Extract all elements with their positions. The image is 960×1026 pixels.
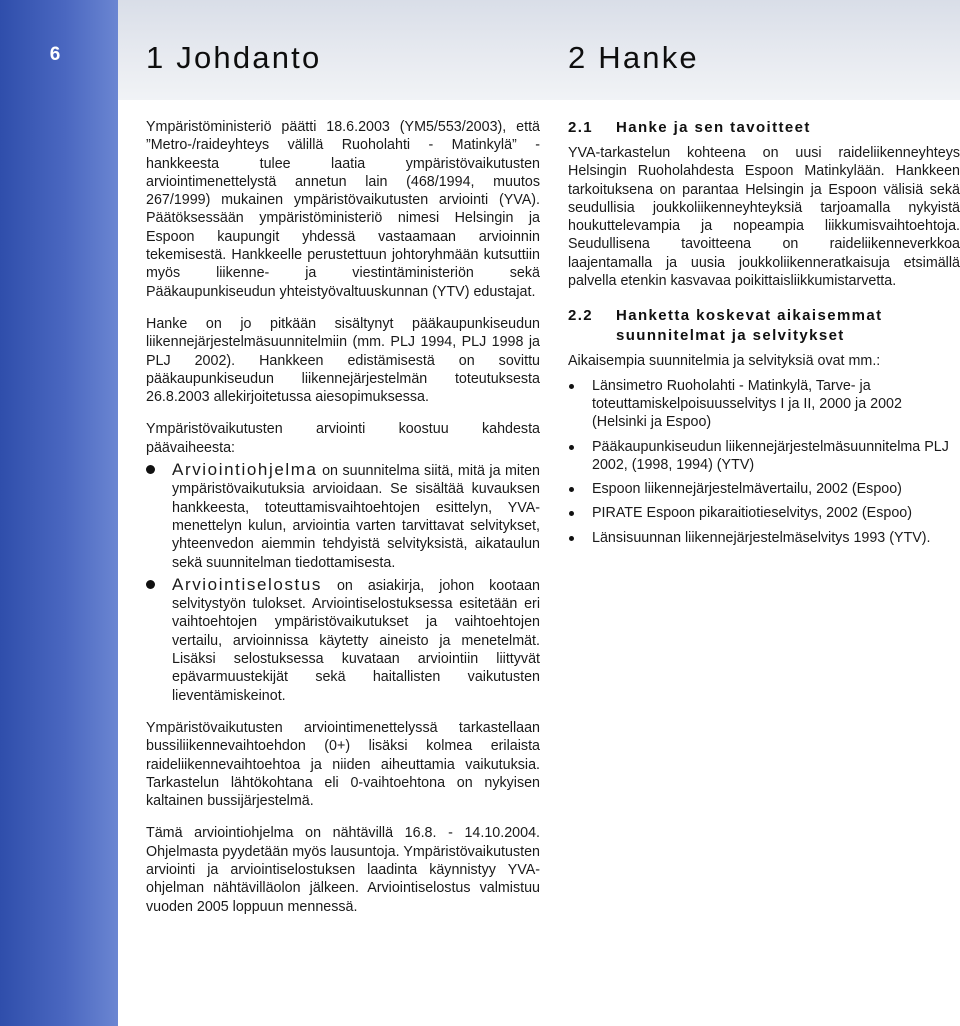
phase-item [146,461,540,572]
section-number: 2.1 [568,119,594,136]
plans-paragraph: Hanke on jo pitkään sisältynyt pääkaupunkiseudun liikennejärjestelmäsuunnitelmiin (mm. PLJ 1994, PLJ 1998 ja PLJ 2002). Hankkeen edistämisestä on sovittu pääkaupunkiseudun liikennejärjestelmän toteutuksesta 26.8.2003 allekirjoitetussa aiesopimuksessa. [146,315,540,406]
section-heading-2-2 [568,306,960,346]
alternatives-paragraph: Ympäristövaikutusten arviointimenettelyssä tarkastellaan bussiliikennevaihtoehdon (0+) lisäksi kolmea erilaista raideliikennevaihtoehtoa ja niiden aiheuttamia vaikutuksia. Tarkastelun lähtökohtana eli 0-vaihtoehtona on nykyisen kaltainen bussijärjestelmä. [146,719,540,810]
list-item: PIRATE Espoon pikaraitiotieselvitys, 2002 (Espoo) [568,504,960,522]
page-number: 6 [49,44,61,65]
section-number: 2.2 [568,307,594,325]
header-band [0,0,960,100]
bullet-icon [146,465,155,474]
previous-plans-intro: Aikaisempia suunnitelmia ja selvityksiä ovat mm.: [568,353,881,370]
previous-plans-list [568,377,960,547]
schedule-paragraph: Tämä arviointiohjelma on nähtävillä 16.8. - 14.10.2004. Ohjelmasta pyydetään myös lausuntoja. Ympäristövaikutusten arviointi ja arviointiselostuksen laadinta käynnistyy YVA-ohjelman nähtävilläolon jälkeen. Arviointiselostus valmistuu vuoden 2005 loppuun mennessä. [146,825,540,915]
section-title: Hanketta koskevat aikaisemmat suunnitelmat ja selvitykset [616,307,883,345]
list-item: Pääkaupunkiseudun liikennejärjestelmäsuunnitelma PLJ 2002, (1998, 1994) (YTV) [568,438,960,475]
phase-item [146,576,540,705]
phase-term: Arviointiselostus [172,574,323,594]
left-column [146,118,540,916]
phase-list [146,461,540,705]
section-title: Hanke ja sen tavoitteet [616,119,811,136]
bullet-icon [146,580,155,589]
chapter-title-johdanto: 1 Johdanto [146,40,322,75]
chapter-title-hanke: 2 Hanke [568,40,699,75]
right-column [568,118,960,553]
list-item: Länsimetro Ruoholahti - Matinkylä, Tarve- ja toteuttamiskelpoisuusselvitys I ja II, 2000 ja 2002 (Helsinki ja Espoo) [568,377,960,432]
phase-text: on suunnitelma siitä, mitä ja miten ympäristövaikutuksia arvioidaan. Se sisältää kuvauksen hankkeesta, toteuttamisvaihtoehtojen esittelyn, YVA-menettelyn kulun, arviointia varten tarvittavat selvitykset, yhteenvedon aiemmin tehdyistä selvityksistä, aikataulun sekä suunnitelman tiedottamisesta. [172,463,540,571]
project-goals-paragraph: YVA-tarkastelun kohteena on uusi raideliikenneyhteys Helsingin Ruoholahdesta Espoon Matinkylään. Hankkeen tarkoituksena on parantaa Helsingin ja Espoon välisiä sekä seudullisia joukkoliikenneyhteyksiä tarjoamalla nykyistä houkuttelevampia ja nopeampia liikkumisvaihtoehtoja. Seudullisena tavoitteena on raideliikenneverkkoa laajentamalla ja uusia joukkoliikenneratkaisuja etsimällä palvella etenkin kasvavaa poikittaisliikkumistarvetta. [568,145,960,290]
intro-paragraph: Ympäristöministeriö päätti 18.6.2003 (YM5/553/2003), että ”Metro-/raideyhteys välillä Ruoholahti - Matinkylä” -hankkeesta tulee laatia ympäristövaikutusten arviointimenettelystä annetun lain (468/1994, muutos 267/1999) mukainen ympäristövaikutusten arviointi (YVA). Päätöksessään ympäristöministeriö nimesi Helsingin ja Espoon kaupungit yhdessä vastaamaan arvioinnin tekemisestä. Hankkeelle perustettuun johtoryhmään kutsuttiin myös liikenne- ja viestintäministeriön sekä Pääkaupunkiseudun yhteistyövaltuuskunnan (YTV) edustajat. [146,119,540,300]
phase-text: on asiakirja, johon kootaan selvitystyön tulokset. Arviointiselostuksessa esitetään eri vaihtoehtojen ympäristövaikutukset ja vaihtoehtojen vertailu, arvioinnissa käytetty aineisto ja menetelmät. Lisäksi selostuksessa kuvataan arviointiin liittyvät epävarmuustekijät sekä haitallisten vaikutusten lieventämiskeinot. [172,577,540,704]
phases-intro: Ympäristövaikutusten arviointi koostuu kahdesta päävaiheesta: [146,421,540,456]
list-item: Espoon liikennejärjestelmävertailu, 2002 (Espoo) [568,480,960,498]
list-item: Länsisuunnan liikennejärjestelmäselvitys 1993 (YTV). [568,529,960,547]
phase-term: Arviointiohjelma [172,460,318,480]
section-heading-2-1 [568,118,960,138]
page-number-strip [0,0,118,1026]
